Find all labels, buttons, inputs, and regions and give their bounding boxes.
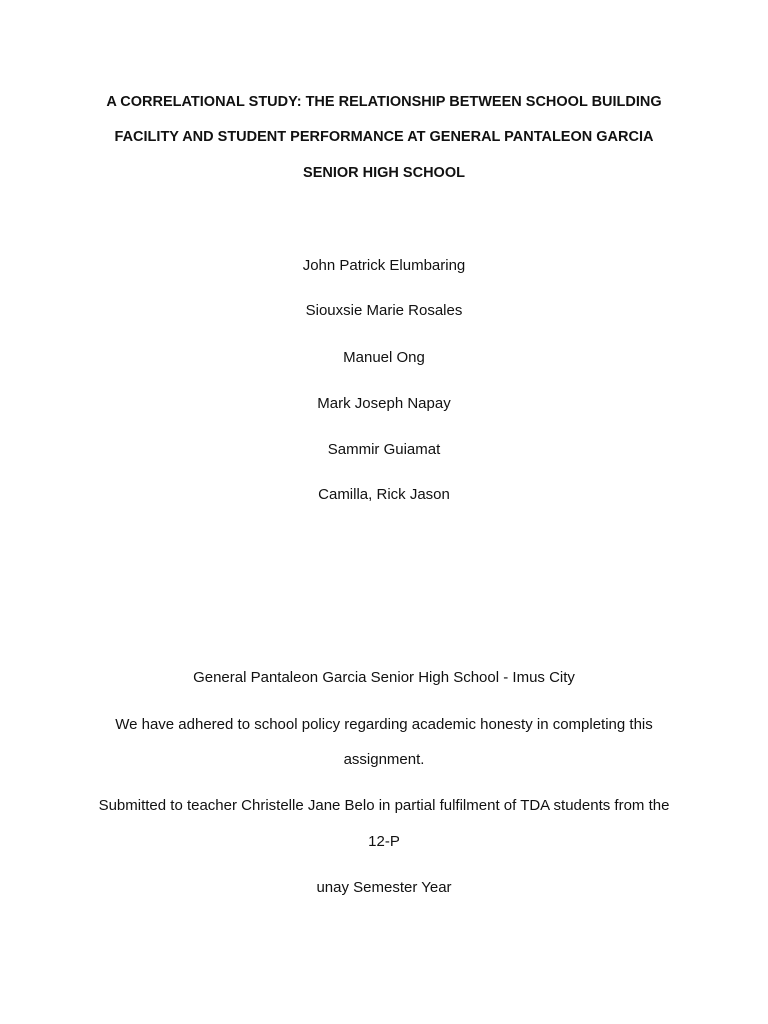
honesty-statement-line-2: assignment.: [343, 751, 425, 768]
author-3: Manuel Ong: [343, 349, 425, 366]
title-line-1: A CORRELATIONAL STUDY: THE RELATIONSHIP BETWEEN SCHOOL BUILDING: [106, 94, 662, 110]
author-6: Camilla, Rick Jason: [318, 486, 450, 503]
submission-statement-line-1: Submitted to teacher Christelle Jane Belo in partial fulfilment of TDA students from the: [98, 797, 670, 814]
author-4: Mark Joseph Napay: [317, 395, 451, 412]
honesty-statement-line-1: We have adhered to school policy regarding academic honesty in completing this: [115, 716, 653, 733]
institution: General Pantaleon Garcia Senior High School - Imus City: [193, 669, 575, 686]
author-5: Sammir Guiamat: [327, 441, 441, 458]
author-1: John Patrick Elumbaring: [302, 257, 466, 274]
title-line-3: SENIOR HIGH SCHOOL: [303, 165, 465, 181]
title-line-2: FACILITY AND STUDENT PERFORMANCE AT GENERAL PANTALEON GARCIA: [114, 129, 654, 145]
submission-statement-line-2: 12-P: [368, 833, 400, 850]
term: unay Semester Year: [316, 879, 452, 896]
author-2: Siouxsie Marie Rosales: [305, 302, 463, 319]
